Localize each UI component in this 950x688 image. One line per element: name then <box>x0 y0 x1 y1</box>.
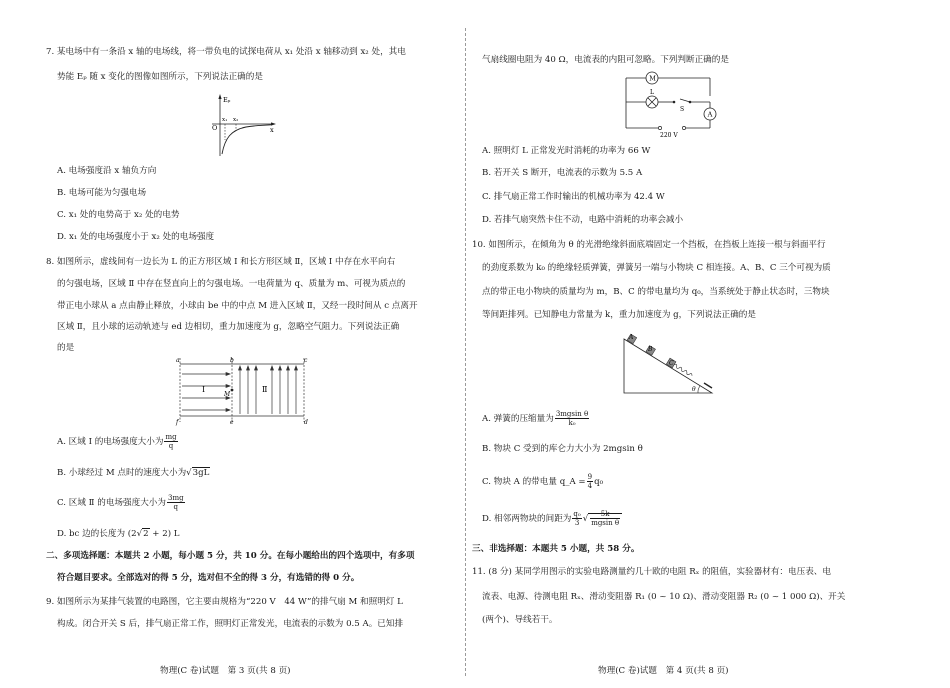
q10-option-d-fraction: $\frac{\text{q₀}}{3}$ <box>573 510 581 527</box>
q10-incline-figure <box>620 333 720 399</box>
q8-point-d: d <box>304 419 308 426</box>
q7-option-d: D. x₁ 处的电场强度小于 x₂ 处的电场强度 <box>57 232 215 242</box>
q8-point-a: a <box>176 357 180 364</box>
q7-graph-origin: O <box>212 124 218 132</box>
q8-stem-line4: 区域 Ⅱ，且小球的运动轨迹与 ed 边相切，重力加速度为 g，忽略空气阻力。下列说法正确 <box>57 322 400 332</box>
q9-switch-label: S <box>680 106 685 113</box>
q9-stem-line3: 气扇线圈电阻为 40 Ω，电流表的内阻可忽略。下列判断正确的是 <box>482 55 729 65</box>
q10-stem-line4: 等间距排列。已知静电力常量为 k，重力加速度为 g，下列说法正确的是 <box>482 310 756 320</box>
q7-graph-ylabel: Eₚ <box>223 96 231 104</box>
page-3 <box>0 0 462 688</box>
q7-graph-x2: x₂ <box>233 117 239 123</box>
q8-option-c-fraction: $\frac{3mg}{q}$ <box>167 494 184 511</box>
q9-option-d: D. 若排气扇突然卡住不动，电路中消耗的功率会减小 <box>482 215 684 225</box>
q8-field-region-figure <box>168 356 320 426</box>
q7-graph-xlabel: x <box>270 126 274 134</box>
q9-circuit-diagram <box>620 70 724 138</box>
section2-heading-line1: 二、多项选择题：本题共 2 小题，每小题 5 分，共 10 分。在每小题给出的四个选项中，有多项 <box>46 551 415 561</box>
q8-point-m: M <box>224 391 231 398</box>
q8-option-d: D. bc 边的长度为 (2√2 + 2) L <box>57 529 180 539</box>
q10-option-c: C. 物块 A 的带电量 q_A = $\frac{9}{4}$ q₀ <box>482 473 604 490</box>
q7-graph-x1: x₁ <box>222 117 228 123</box>
q7-option-c: C. x₁ 处的电势高于 x₂ 处的电势 <box>57 210 180 220</box>
q8-stem-line1: 8. 如图所示，虚线间有一边长为 L 的正方形区域 Ⅰ 和长方形区域 Ⅱ，区域 Ⅰ 中存在水平向右 <box>46 257 396 267</box>
q7-ep-x-graph <box>200 92 280 158</box>
q10-option-d: D. 相邻两物块的间距为 $\frac{\text{q₀}}{3}$ √ $\frac{5k}{\text{mgsin θ}}$ <box>482 510 622 527</box>
section2-heading-line2: 符合题目要求。全部选对的得 5 分，选对但不全的得 3 分，有选错的得 0 分。 <box>57 573 360 583</box>
q10-stem-line3: 点的带正电小物块的质量均为 m，B、C 的带电量均为 q₀，当系统处于静止状态时，三物块 <box>482 287 830 297</box>
q7-stem-line1: 7. 某电场中有一条沿 x 轴的电场线，将一带负电的试探电荷从 x₁ 处沿 x 轴移动到 x₂ 处，其电 <box>46 47 406 57</box>
q11-stem-line3: (两个)、导线若干。 <box>482 615 558 625</box>
page-divider <box>465 28 466 676</box>
q11-stem-line2: 流表、电源、待测电阻 Rₓ、滑动变阻器 R₁ (0 ~ 10 Ω)、滑动变阻器 R₂ (0 ~ 1 000 Ω)、开关 <box>482 592 846 602</box>
q11-stem-line1: 11. (8 分) 某同学用图示的实验电路测量约几十欧的电阻 Rₓ 的阻值，实验器材有：电压表、电 <box>472 567 831 577</box>
q9-lamp-label: L <box>650 89 654 96</box>
q10-block-a-label: A <box>629 334 634 341</box>
q8-region-2-label: Ⅱ <box>262 385 268 394</box>
q10-stem-line1: 10. 如图所示，在倾角为 θ 的光滑绝缘斜面底端固定一个挡板，在挡板上连接一根与斜面平行 <box>472 240 826 250</box>
q10-block-b-label: B <box>648 346 653 353</box>
q8-stem-line2: 的匀强电场，区域 Ⅱ 中存在竖直向上的匀强电场。一电荷量为 q、质量为 m、可视为质点的 <box>57 279 406 289</box>
q9-option-c: C. 排气扇正常工作时输出的机械功率为 42.4 W <box>482 192 665 202</box>
q9-option-a: A. 照明灯 L 正常发光时消耗的功率为 66 W <box>482 146 651 156</box>
q7-option-a: A. 电场强度沿 x 轴负方向 <box>57 166 157 176</box>
q9-ammeter-label: A <box>707 110 713 119</box>
q9-stem-line1: 9. 如图所示为某排气装置的电路图，它主要由规格为“220 V 44 W”的排气扇 M 和照明灯 L <box>46 597 403 607</box>
q10-block-c-label: C <box>669 360 674 367</box>
q8-point-e: e <box>230 419 234 426</box>
q10-option-a: A. 弹簧的压缩量为 $\frac{\text{3mgsin θ}}{\text{k₀}}$ <box>482 410 589 427</box>
q8-option-a: A. 区域 Ⅰ 的电场强度大小为 $\frac{mg}{q}$ <box>57 433 177 450</box>
q8-option-b: B. 小球经过 M 点时的速度大小为√3gL <box>57 468 210 478</box>
q8-stem-line5: 的是 <box>57 343 75 353</box>
q10-option-a-fraction: $\frac{\text{3mgsin θ}}{\text{k₀}}$ <box>555 410 589 427</box>
q10-option-d-radicand: $\frac{5k}{\text{mgsin θ}}$ <box>591 510 620 527</box>
q8-stem-line3: 带正电小球从 a 点由静止释放，小球由 be 中的中点 M 进入区域 Ⅱ，又经一段时间从 c 点离开 <box>57 301 418 311</box>
page-3-footer: 物理(C 卷)试题 第 3 页(共 8 页) <box>160 666 291 676</box>
q8-option-c: C. 区域 Ⅱ 的电场强度大小为 $\frac{3mg}{q}$ <box>57 494 184 511</box>
q8-option-a-fraction: $\frac{mg}{q}$ <box>165 433 177 450</box>
q8-region-1-label: Ⅰ <box>202 385 206 394</box>
q10-angle-label: θ <box>692 386 696 393</box>
q9-option-b: B. 若开关 S 断开，电流表的示数为 5.5 A <box>482 168 643 178</box>
q8-point-f: f <box>176 419 179 426</box>
q8-point-b: b <box>230 357 234 364</box>
q7-stem-line2: 势能 Eₚ 随 x 变化的图像如图所示，下列说法正确的是 <box>57 72 263 82</box>
q9-motor-label: M <box>649 74 656 83</box>
section3-heading: 三、非选择题：本题共 5 小题，共 58 分。 <box>472 544 640 554</box>
q10-option-c-fraction: $\frac{9}{4}$ <box>587 473 593 490</box>
q9-stem-line2: 构成。闭合开关 S 后，排气扇正常工作，照明灯正常发光，电流表的示数为 0.5 A。已知排 <box>57 619 404 629</box>
q9-voltage-label: 220 V <box>660 132 678 138</box>
q10-stem-line2: 的劲度系数为 k₀ 的绝缘轻质弹簧，弹簧另一端与小物块 C 相连接。A、B、C 三个可视为质 <box>482 263 831 273</box>
q10-option-b: B. 物块 C 受到的库仑力大小为 2mgsin θ <box>482 444 643 454</box>
page-4-footer: 物理(C 卷)试题 第 4 页(共 8 页) <box>598 666 729 676</box>
q8-point-c: c <box>304 357 308 364</box>
page-4 <box>470 0 950 688</box>
q7-option-b: B. 电场可能为匀强电场 <box>57 188 147 198</box>
